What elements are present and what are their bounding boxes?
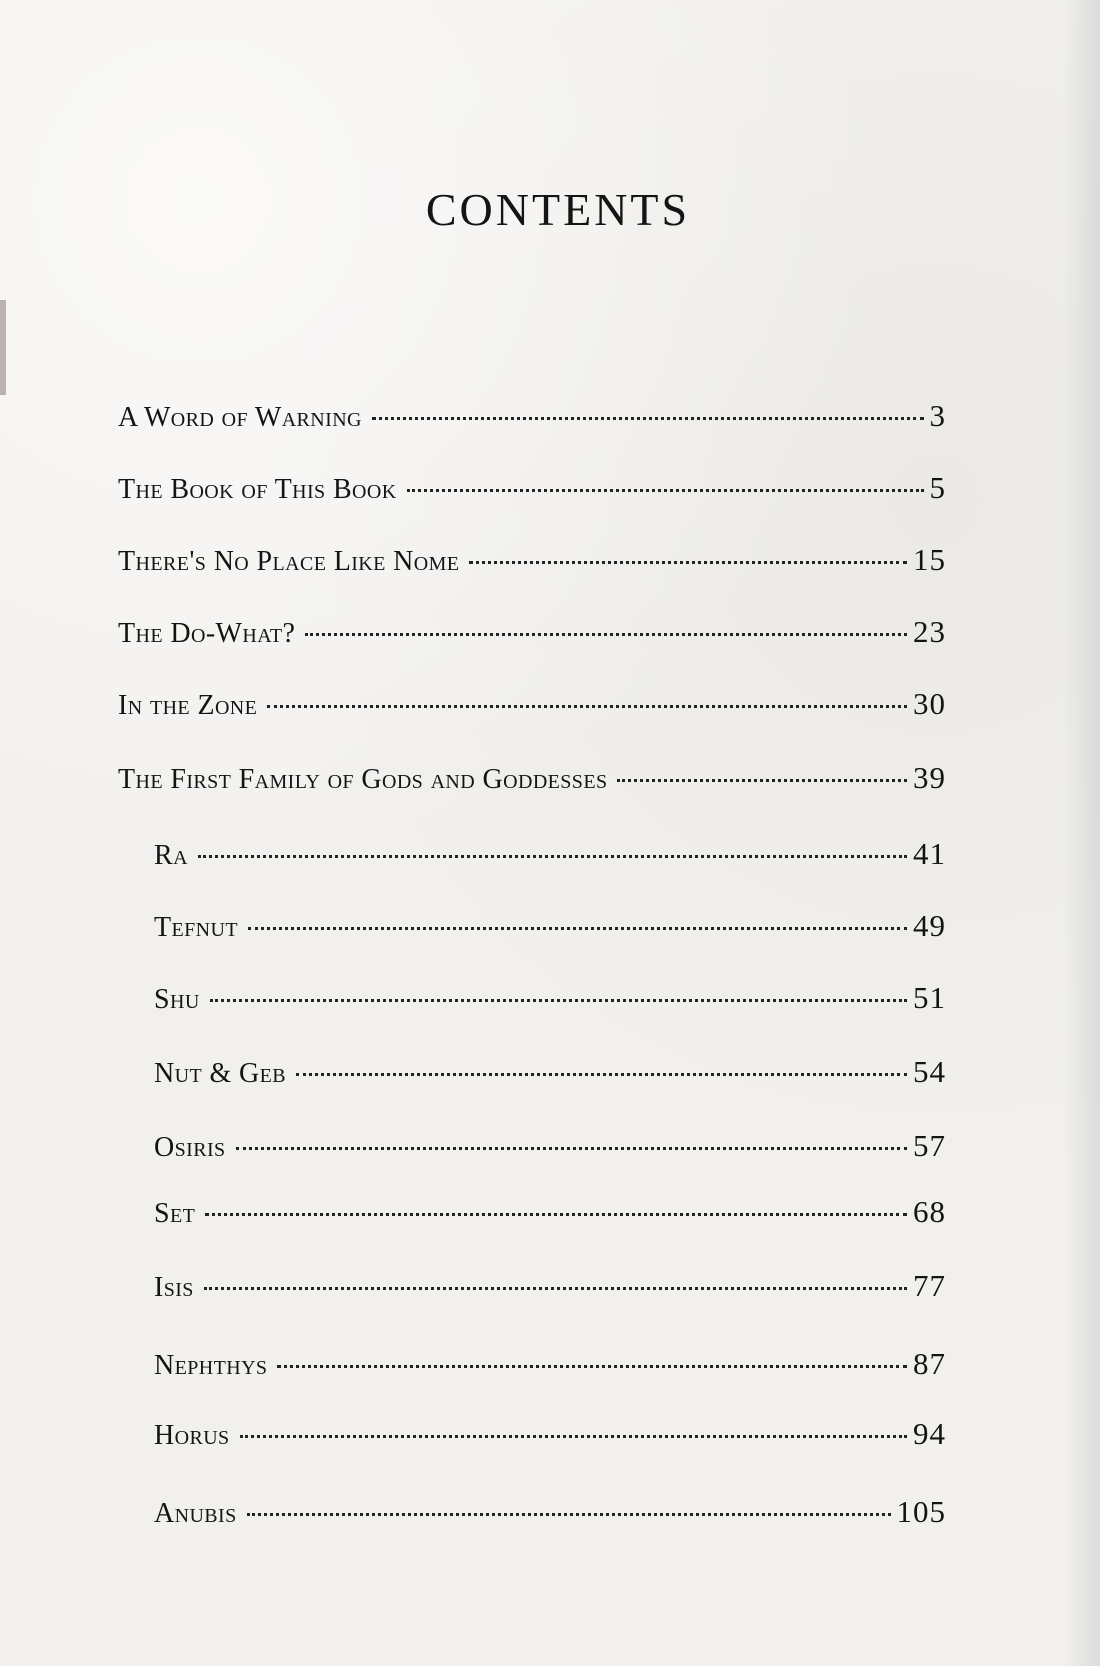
dot-leader bbox=[296, 1073, 907, 1076]
toc-entry-label: Osiris bbox=[154, 1132, 226, 1163]
page-edge-shadow bbox=[1064, 0, 1100, 1666]
dot-leader bbox=[372, 417, 924, 420]
toc-entry-label: The First Family of Gods and Goddesses bbox=[118, 764, 608, 795]
toc-subentry bbox=[154, 908, 946, 944]
toc-subentry bbox=[154, 1416, 946, 1452]
toc-subentry bbox=[154, 1494, 946, 1530]
dot-leader bbox=[204, 1287, 907, 1290]
toc-entry bbox=[118, 470, 946, 506]
toc-entry-page: 77 bbox=[913, 1268, 946, 1303]
toc-entry bbox=[118, 614, 946, 650]
toc-entry bbox=[118, 542, 946, 578]
toc-entry-page: 51 bbox=[913, 980, 946, 1015]
toc-entry-label: The Do-What? bbox=[118, 618, 296, 649]
toc-entry-label: Nephthys bbox=[154, 1350, 268, 1381]
toc-entry-label: Set bbox=[154, 1198, 196, 1229]
dot-leader bbox=[240, 1435, 907, 1438]
dot-leader bbox=[469, 561, 907, 564]
toc-entry-page: 68 bbox=[913, 1194, 946, 1229]
toc-subentry bbox=[154, 836, 946, 872]
toc-entry-page: 57 bbox=[913, 1128, 946, 1163]
toc-entry bbox=[118, 686, 946, 722]
dot-leader bbox=[210, 999, 907, 1002]
toc-entry-label: Anubis bbox=[154, 1498, 237, 1529]
toc-entry-page: 54 bbox=[913, 1054, 946, 1089]
dot-leader bbox=[305, 633, 907, 636]
toc-entry-page: 3 bbox=[929, 398, 946, 433]
toc-subentry bbox=[154, 980, 946, 1016]
toc-entry-page: 23 bbox=[913, 614, 946, 649]
toc-subentry bbox=[154, 1268, 946, 1304]
toc-entry-page: 105 bbox=[896, 1494, 946, 1529]
toc-subentry bbox=[154, 1128, 946, 1164]
dot-leader bbox=[198, 855, 907, 858]
toc-entry-page: 5 bbox=[929, 470, 946, 505]
page-stain bbox=[0, 300, 6, 395]
toc-subentry bbox=[154, 1194, 946, 1230]
dot-leader bbox=[247, 1513, 891, 1516]
dot-leader bbox=[277, 1365, 907, 1368]
dot-leader bbox=[248, 927, 907, 930]
dot-leader bbox=[205, 1213, 907, 1216]
toc-entry-label: In the Zone bbox=[118, 690, 258, 721]
toc-entry-page: 15 bbox=[913, 542, 946, 577]
page-title: CONTENTS bbox=[425, 183, 691, 235]
dot-leader bbox=[617, 779, 907, 782]
toc-entry-page: 87 bbox=[913, 1346, 946, 1381]
dot-leader bbox=[236, 1147, 907, 1150]
dot-leader bbox=[407, 489, 924, 492]
toc-entry-label: Tefnut bbox=[154, 912, 238, 943]
toc-entry-page: 41 bbox=[913, 836, 946, 871]
toc-entry-label: A Word of Warning bbox=[118, 402, 362, 433]
toc-entry-label: Isis bbox=[154, 1272, 194, 1303]
toc-entry-page: 39 bbox=[913, 760, 946, 795]
toc-entry-page: 94 bbox=[913, 1416, 946, 1451]
toc-subentry bbox=[154, 1346, 946, 1382]
toc-entry-label: The Book of This Book bbox=[118, 474, 397, 505]
toc-entry-label: Shu bbox=[154, 984, 200, 1015]
toc-entry-page: 49 bbox=[913, 908, 946, 943]
toc-entry-label: Nut & Geb bbox=[154, 1058, 287, 1089]
toc-subentry bbox=[154, 1054, 946, 1090]
toc-entry-label: Ra bbox=[154, 840, 188, 871]
toc-entry-label: Horus bbox=[154, 1420, 230, 1451]
toc-entry-page: 30 bbox=[913, 686, 946, 721]
toc-entry-label: There's No Place Like Nome bbox=[118, 546, 460, 577]
toc-entry bbox=[118, 398, 946, 434]
toc-entry bbox=[118, 760, 946, 796]
dot-leader bbox=[267, 705, 907, 708]
